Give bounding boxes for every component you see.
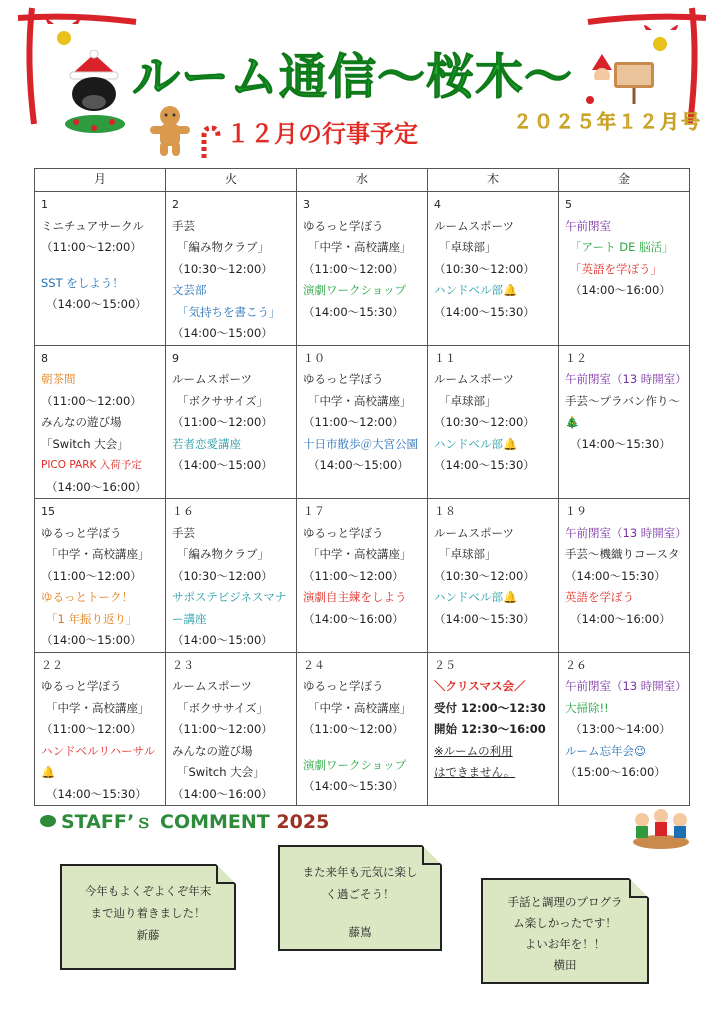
event-line: ＼クリスマス会／: [434, 679, 526, 693]
note-signature: 藤嶌: [348, 925, 372, 939]
day-number: ２４: [303, 658, 325, 672]
calendar-day-cell: [35, 192, 166, 346]
calendar-week-row: [35, 652, 690, 806]
event-line: （11:00～12:00）: [303, 415, 404, 429]
event-line: ゆるっと学ぼう: [303, 372, 384, 386]
staff-note-3: [481, 878, 649, 984]
event-line: 手芸: [172, 218, 195, 233]
event-line: （11:00～12:00）: [303, 568, 404, 583]
issue-month: ２０２５年１２月号: [512, 111, 702, 133]
event-line: 午前閉室: [565, 218, 611, 233]
event-line: 午前閉室（13 時開室）: [565, 679, 687, 693]
event-line: （10:30～12:00）: [434, 415, 535, 429]
event-line: 「中学・高校講座」: [46, 700, 150, 715]
event-line: 演劇ワークショップ: [303, 283, 407, 297]
event-line: （11:00～12:00）: [303, 261, 404, 276]
note-line: まで辿り着きました！: [90, 906, 206, 920]
event-line: 「中学・高校講座」: [308, 393, 412, 408]
event-line: 午前閉室（13 時開室）: [565, 372, 687, 386]
event-line: 「編み物クラブ」: [177, 240, 269, 254]
calendar-day-cell: [166, 499, 297, 653]
event-line: ミニチュアサークル: [41, 218, 144, 233]
event-line: （10:30～12:00）: [172, 568, 273, 583]
calendar-day-cell: [166, 652, 297, 806]
event-line: 「1 年振り返り」: [46, 611, 138, 626]
note-line: よいお年を！！: [524, 937, 606, 951]
event-line: （13:00～14:00）: [570, 722, 671, 736]
calendar-day-cell: [559, 192, 690, 346]
event-line: ゆるっと学ぼう: [303, 679, 384, 693]
weekday-header: 火: [166, 169, 297, 192]
staff-note-1: [60, 864, 236, 970]
note-line: 手話と調理のプログラ: [507, 895, 623, 909]
event-line: （11:00～12:00）: [172, 415, 273, 429]
event-line: 手芸: [172, 525, 195, 540]
event-line: 「卓球部」: [439, 547, 497, 561]
spacer: [41, 259, 162, 273]
event-line: ハンドベル部🔔: [434, 436, 518, 451]
note-line: く過ごそう！: [325, 887, 395, 901]
day-number: ２５: [434, 658, 456, 672]
speech-bubble-icon: [40, 815, 56, 827]
event-line: ルームスポーツ: [434, 372, 515, 386]
calendar-body: [35, 192, 690, 806]
event-line: ハンドベル部🔔: [434, 590, 518, 604]
santa-sign-illustration: [584, 50, 658, 106]
day-number: 9: [172, 351, 179, 365]
event-line: はできません。: [434, 765, 516, 779]
event-line: 受付 12:00～12:30: [434, 700, 546, 715]
event-line: （10:30～12:00）: [434, 261, 535, 276]
event-line: 手芸～プラバン作り～🎄: [565, 393, 680, 429]
event-line: 英語を学ぼう: [565, 590, 634, 604]
event-line: （14:00～16:00）: [303, 611, 404, 626]
event-line: （11:00～12:00）: [172, 722, 273, 736]
note-line: ム楽しかったです！: [513, 916, 617, 930]
event-line: サポステビジネスマナー講座: [172, 590, 287, 626]
calendar-day-cell: [297, 345, 428, 499]
event-line: 「編み物クラブ」: [177, 547, 269, 561]
calendar-day-cell: [559, 345, 690, 499]
event-line: 「卓球部」: [439, 393, 497, 408]
day-number: 15: [41, 505, 55, 518]
day-number: １１: [434, 351, 456, 365]
calendar-day-cell: [35, 345, 166, 499]
event-line: ※ルームの利用: [434, 743, 513, 758]
staff-comment-heading: [40, 807, 329, 834]
day-number: ２３: [172, 658, 194, 672]
event-line: （14:00～16:00）: [570, 611, 671, 626]
event-line: （14:00～15:30）: [303, 779, 404, 793]
event-line: （10:30～12:00）: [172, 261, 273, 276]
event-line: みんなの遊び場: [172, 743, 253, 758]
event-line: （11:00～12:00）: [41, 722, 142, 736]
event-line: （15:00～16:00）: [565, 765, 666, 779]
event-line: （14:00～15:00）: [172, 458, 273, 472]
staff-comment-label: STAFF’ｓ COMMENT: [61, 811, 270, 833]
event-line: 「Switch 大会」: [177, 765, 265, 779]
event-line: PICO PARK 入荷予定: [41, 459, 142, 471]
event-line: （11:00～12:00）: [41, 240, 142, 254]
calendar-day-cell: [559, 652, 690, 806]
day-number: １７: [303, 505, 325, 518]
day-number: １２: [565, 351, 587, 365]
event-line: 「中学・高校講座」: [308, 700, 412, 715]
note-line: 今年もよくぞよくぞ年末: [84, 884, 212, 898]
event-line: 「中学・高校講座」: [308, 547, 412, 561]
event-line: 「中学・高校講座」: [46, 547, 150, 561]
day-number: 5: [565, 198, 572, 211]
gingerbread-icon: [146, 104, 194, 158]
spacer: [303, 741, 424, 755]
day-number: １８: [434, 505, 456, 518]
event-line: ハンドベルリハーサル🔔: [41, 743, 156, 779]
event-line: 十日市散歩＠大宮公園: [303, 436, 418, 451]
event-line: （14:00～16:00）: [172, 786, 273, 801]
event-line: 「気持ちを書こう」: [177, 304, 281, 319]
staff-note-2: [278, 845, 442, 951]
day-number: ２２: [41, 658, 63, 672]
calendar-day-cell: [428, 192, 559, 346]
event-line: ルーム忘年会😉: [565, 743, 646, 758]
calendar-day-cell: [297, 192, 428, 346]
day-number: 2: [172, 198, 179, 211]
event-line: 「ボクササイズ」: [177, 700, 269, 715]
event-line: （14:00～15:30）: [46, 786, 147, 801]
weekday-header: 木: [428, 169, 559, 192]
calendar-day-cell: [297, 652, 428, 806]
event-line: ゆるっと学ぼう: [41, 679, 122, 693]
page-subtitle: １２月の行事予定: [226, 120, 418, 148]
event-line: みんなの遊び場: [41, 415, 122, 429]
event-line: 「アート DE 脳活」: [570, 240, 674, 254]
event-line: （14:00～15:00）: [172, 633, 273, 647]
calendar-day-cell: [35, 652, 166, 806]
calendar-day-cell: [166, 345, 297, 499]
day-number: 4: [434, 198, 441, 211]
event-line: 午前閉室（13 時開室）: [565, 525, 687, 540]
note-signature: 横田: [553, 958, 577, 972]
calendar-day-cell: [166, 192, 297, 346]
event-line: （14:00～15:00）: [308, 458, 409, 472]
event-line: （11:00～12:00）: [41, 393, 142, 408]
day-number: １０: [303, 351, 325, 365]
calendar-day-cell: [428, 652, 559, 806]
event-line: （10:30～12:00）: [434, 568, 535, 583]
event-line: ゆるっとトーク！: [41, 590, 133, 604]
event-line: （14:00～15:30）: [434, 458, 535, 472]
day-number: １６: [172, 505, 194, 518]
calendar-week-row: [35, 192, 690, 346]
calendar-day-cell: [559, 499, 690, 653]
day-number: ２６: [565, 658, 587, 672]
event-line: ルームスポーツ: [172, 679, 253, 693]
event-line: ハンドベル部🔔: [434, 283, 518, 297]
event-line: 開始 12:30～16:00: [434, 722, 546, 736]
staff-comment-year: 2025: [276, 811, 330, 833]
event-line: （11:00～12:00）: [303, 722, 404, 736]
event-line: 朝茶間: [41, 372, 76, 386]
event-line: 演劇ワークショップ: [303, 757, 407, 772]
event-line: （14:00～15:30）: [570, 436, 671, 451]
calendar-week-row: [35, 345, 690, 499]
day-number: １９: [565, 505, 587, 518]
event-line: 「中学・高校講座」: [308, 240, 412, 254]
day-number: 8: [41, 351, 48, 365]
event-line: （14:00～15:00）: [41, 633, 142, 647]
event-line: （14:00～15:30）: [434, 304, 535, 319]
event-calendar: [34, 168, 690, 806]
event-line: （14:00～15:00）: [172, 326, 273, 340]
calendar-week-row: [35, 499, 690, 653]
event-line: ルームスポーツ: [434, 525, 515, 540]
weekday-header: 月: [35, 169, 166, 192]
event-line: SST をしよう！: [41, 275, 124, 290]
event-line: （11:00～12:00）: [41, 568, 142, 583]
event-line: ゆるっと学ぼう: [303, 218, 384, 233]
event-line: 「ボクササイズ」: [177, 393, 269, 408]
event-line: （14:00～15:30）: [434, 611, 535, 626]
event-line: （14:00～15:30）: [303, 304, 404, 319]
weekday-header: 金: [559, 169, 690, 192]
event-line: 大掃除!!: [565, 700, 609, 715]
day-number: 3: [303, 198, 310, 211]
event-line: （14:00～16:00）: [46, 479, 147, 494]
event-line: 演劇自主練をしよう: [303, 590, 407, 604]
calendar-day-cell: [428, 345, 559, 499]
santa-cow-illustration: [58, 50, 132, 140]
note-signature: 新藤: [136, 928, 160, 942]
calendar-day-cell: [297, 499, 428, 653]
calendar-day-cell: [428, 499, 559, 653]
weekday-header: 水: [297, 169, 428, 192]
event-line: 「卓球部」: [439, 240, 497, 254]
event-line: ルームスポーツ: [434, 218, 515, 233]
group-celebration-illustration: [628, 802, 694, 850]
candy-cane-icon: [198, 124, 224, 160]
event-line: 「英語を学ぼう」: [570, 261, 662, 276]
event-line: （14:00～15:00）: [46, 297, 147, 311]
calendar-day-cell: [35, 499, 166, 653]
event-line: 文芸部: [172, 283, 207, 297]
page-title: ルーム通信～桜木～: [132, 49, 574, 105]
day-number: 1: [41, 198, 48, 211]
event-line: ルームスポーツ: [172, 372, 253, 386]
event-line: ゆるっと学ぼう: [41, 525, 122, 540]
event-line: （14:00～16:00）: [570, 283, 671, 297]
event-line: 「Switch 大会」: [41, 436, 129, 451]
event-line: ゆるっと学ぼう: [303, 525, 384, 540]
note-line: また来年も元気に楽し: [302, 865, 418, 879]
event-line: 手芸～機織りコースタ （14:00～15:30）: [565, 547, 680, 583]
event-line: 若者恋愛講座: [172, 436, 241, 451]
weekday-header-row: [35, 169, 690, 192]
